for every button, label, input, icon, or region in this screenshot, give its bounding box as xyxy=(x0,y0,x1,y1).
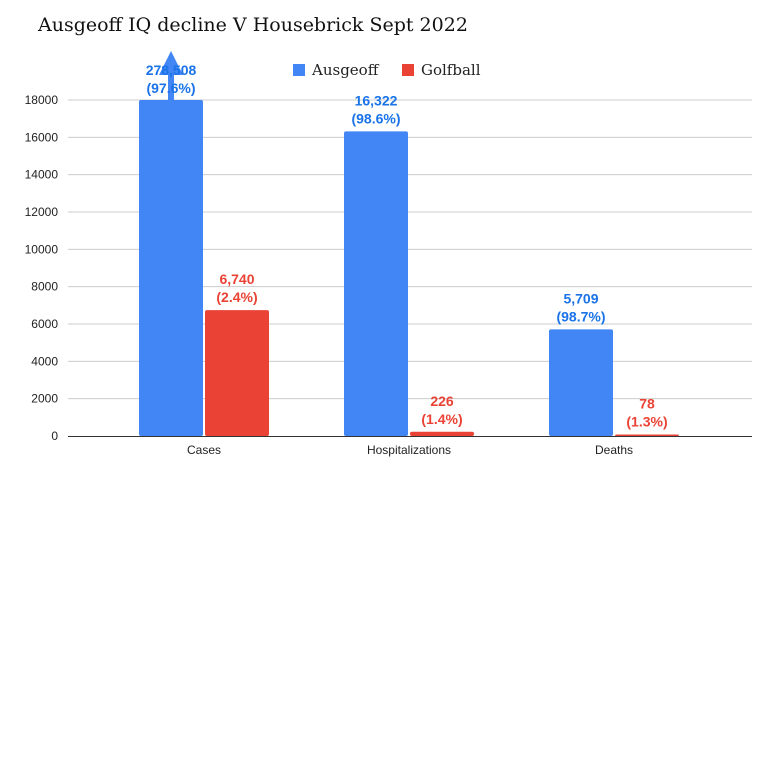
y-tick-label: 16000 xyxy=(24,130,58,145)
legend-swatch-ausgeoff xyxy=(293,64,305,76)
legend-label-ausgeoff: Ausgeoff xyxy=(312,61,379,79)
data-label-value: 16,322 xyxy=(354,92,398,109)
data-label-percent: (98.7%) xyxy=(556,308,606,325)
y-tick-label: 6000 xyxy=(31,317,58,331)
bar-ausgeoff-cases xyxy=(139,100,203,436)
y-tick-label: 10000 xyxy=(24,242,58,257)
y-tick-label: 2000 xyxy=(31,391,58,406)
y-tick-label: 12000 xyxy=(24,205,58,219)
legend-label-golfball: Golfball xyxy=(421,61,481,79)
y-tick-label: 8000 xyxy=(31,279,58,294)
data-label-value: 78 xyxy=(639,395,655,412)
bars xyxy=(139,51,679,436)
x-tick-label-hospitalizations: Hospitalizations xyxy=(366,443,452,457)
y-tick-label: 14000 xyxy=(24,167,58,182)
data-label-value: 226 xyxy=(430,392,454,409)
y-tick-label: 4000 xyxy=(31,354,58,369)
x-tick-label-deaths: Deaths xyxy=(594,443,634,457)
bar-golfball-cases xyxy=(205,310,269,436)
data-label-value: 6,740 xyxy=(219,271,255,288)
data-label-value: 278,508 xyxy=(145,62,197,78)
y-tick-label: 18000 xyxy=(24,93,58,107)
data-label-percent: (97.6%) xyxy=(146,80,196,96)
bar-ausgeoff-deaths xyxy=(549,329,613,436)
data-label-value: 5,709 xyxy=(563,290,599,307)
data-label-percent: (98.6%) xyxy=(351,110,401,127)
bar-ausgeoff-hospitalizations xyxy=(344,131,408,436)
legend xyxy=(293,61,481,79)
bar-golfball-hospitalizations xyxy=(410,432,474,436)
legend-swatch-golfball xyxy=(402,64,414,76)
bar-golfball-deaths xyxy=(615,435,679,437)
data-label-percent: (1.3%) xyxy=(626,413,668,430)
chart-title: Ausgeoff IQ decline V Housebrick Sept 2022 xyxy=(38,14,468,36)
y-tick-label: 0 xyxy=(51,429,58,443)
data-label-percent: (2.4%) xyxy=(216,289,258,306)
x-tick-label-cases: Cases xyxy=(186,443,222,457)
data-label-percent: (1.4%) xyxy=(421,410,463,427)
